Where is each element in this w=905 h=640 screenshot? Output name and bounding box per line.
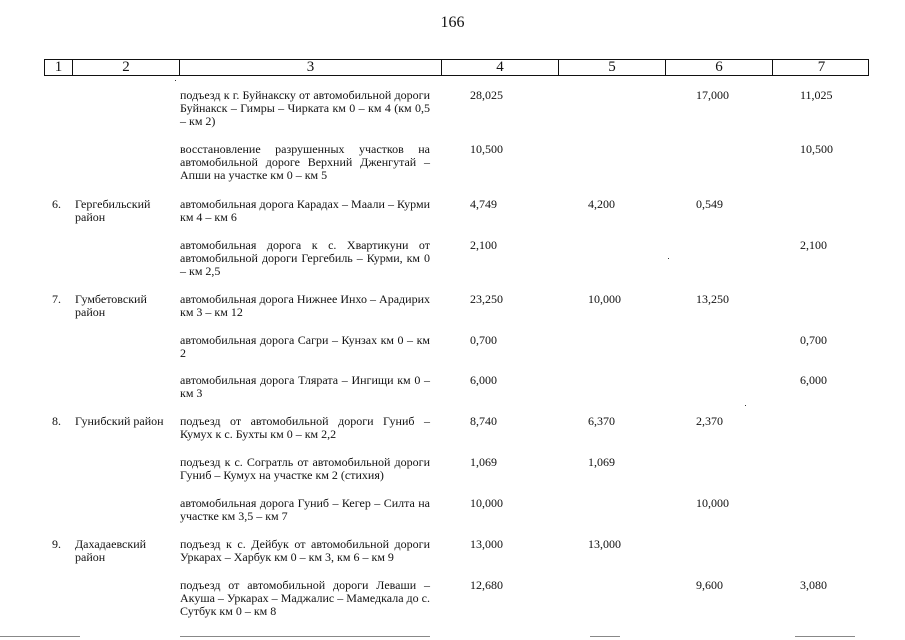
district-name: Гунибский район [75, 414, 164, 428]
road-description: восстановление разрушенных участков на автомобильной дороге Верхний Дженгутай – Апши на участке км 0 – км 5 [180, 142, 430, 182]
scan-edge-line [590, 636, 620, 637]
table-header [44, 59, 869, 76]
value-col-5: 1,069 [588, 455, 615, 469]
value-col-4: 13,000 [470, 537, 503, 551]
road-description: подъезд к с. Дейбук от автомобильной дороги Уркарах – Харбук км 0 – км 3, км 6 – км 9 [180, 537, 430, 564]
value-col-4: 8,740 [470, 414, 497, 428]
header-col-3: 3 [179, 60, 441, 75]
road-description: автомобильная дорога Карадах – Маали – Курми км 4 – км 6 [180, 197, 430, 224]
road-description: подъезд от автомобильной дороги Гуниб – Кумух к с. Бухты км 0 – км 2,2 [180, 414, 430, 441]
scan-edge-line [180, 636, 430, 637]
value-col-4: 10,500 [470, 142, 503, 156]
value-col-4: 2,100 [470, 238, 497, 252]
value-col-6: 0,549 [696, 197, 723, 211]
value-col-7: 2,100 [800, 238, 827, 252]
scan-edge-line [0, 636, 80, 637]
value-col-6: 13,250 [696, 292, 729, 306]
value-col-4: 12,680 [470, 578, 503, 592]
header-col-4: 4 [441, 60, 558, 75]
value-col-7: 6,000 [800, 373, 827, 387]
header-col-1: 1 [54, 59, 63, 75]
road-description: автомобильная дорога Гуниб – Кегер – Силта на участке км 3,5 – км 7 [180, 496, 430, 523]
row-number: 6. [52, 197, 61, 211]
road-description: автомобильная дорога к с. Хвартикуни от автомобильной дороги Гергебиль – Курми, км 0 – км 2,5 [180, 238, 430, 278]
value-col-4: 23,250 [470, 292, 503, 306]
value-col-7: 0,700 [800, 333, 827, 347]
row-number: 8. [52, 414, 61, 428]
value-col-7: 10,500 [800, 142, 833, 156]
row-number: 9. [52, 537, 61, 551]
value-col-5: 6,370 [588, 414, 615, 428]
value-col-7: 11,025 [800, 88, 833, 102]
road-description: подъезд к с. Согратль от автомобильной дороги Гуниб – Кумух на участке км 2 (стихия) [180, 455, 430, 482]
road-description: подъезд к г. Буйнакску от автомобильной дороги Буйнакск – Гимры – Чирката км 0 – км 4 (км 0,5 – км 2) [180, 88, 430, 128]
row-number: 7. [52, 292, 61, 306]
road-description: подъезд от автомобильной дороги Леваши – Акуша – Уркарах – Маджалис – Мамедкала до с. Сутбук км 0 – км 8 [180, 578, 430, 618]
value-col-6: 9,600 [696, 578, 723, 592]
value-col-5: 10,000 [588, 292, 621, 306]
district-name: Гумбетовский район [75, 292, 147, 319]
header-col-7: 7 [772, 60, 870, 75]
value-col-5: 4,200 [588, 197, 615, 211]
header-col-5: 5 [558, 60, 665, 75]
value-col-4: 28,025 [470, 88, 503, 102]
value-col-7: 3,080 [800, 578, 827, 592]
value-col-4: 1,069 [470, 455, 497, 469]
district-name: Дахадаевский район [75, 537, 147, 564]
scan-speck [745, 405, 746, 406]
value-col-4: 0,700 [470, 333, 497, 347]
value-col-4: 4,749 [470, 197, 497, 211]
value-col-5: 13,000 [588, 537, 621, 551]
header-col-2: 2 [72, 60, 179, 75]
scan-speck [668, 258, 669, 259]
header-col-6: 6 [665, 60, 772, 75]
road-description: автомобильная дорога Нижнее Инхо – Арадирих км 3 – км 12 [180, 292, 430, 319]
value-col-6: 10,000 [696, 496, 729, 510]
value-col-6: 17,000 [696, 88, 729, 102]
page-number: 166 [440, 14, 465, 31]
road-description: автомобильная дорога Сагри – Кунзах км 0 – км 2 [180, 333, 430, 360]
value-col-4: 6,000 [470, 373, 497, 387]
value-col-6: 2,370 [696, 414, 723, 428]
district-name: Гергебильский район [75, 197, 151, 224]
scan-speck [175, 80, 176, 81]
value-col-4: 10,000 [470, 496, 503, 510]
scan-edge-line [795, 636, 855, 637]
road-description: автомобильная дорога Тлярата – Ингищи км 0 – км 3 [180, 373, 430, 400]
